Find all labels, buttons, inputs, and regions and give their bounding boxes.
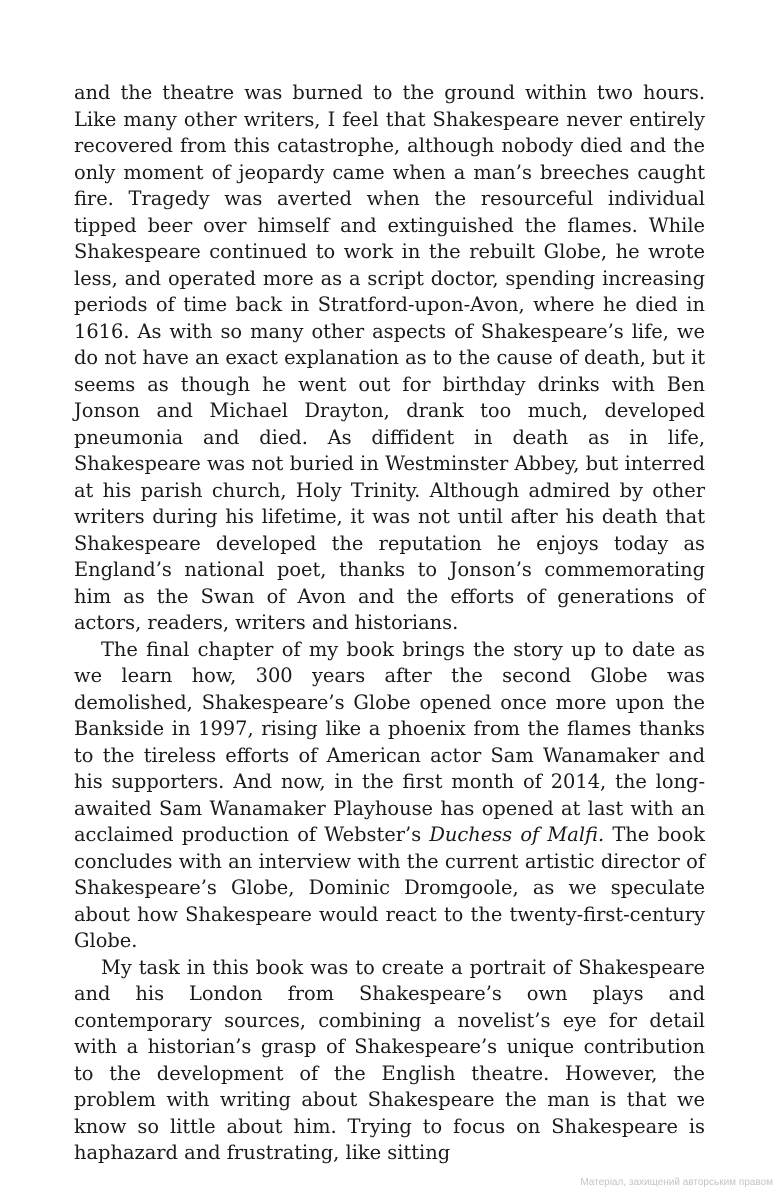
paragraph-2-text-end: The book concludes with an interview with the current artistic director of Shakespeare’s Globe, Dominic Dromgoole, as we speculate about how Shakespeare would react to the twenty-first-century Globe. — [74, 823, 706, 952]
paragraph-1 — [74, 80, 705, 637]
paragraph-3 — [74, 955, 705, 1167]
book-page-text — [74, 80, 705, 1167]
paragraph-1-text: and the theatre was burned to the ground within two hours. Like many other writers, I feel that Shakespeare never entirely recovered from this catastrophe, although nobody died and the only moment of jeopardy came when a man’s breeches caught fire. Tragedy was averted when the resourceful individual tipped beer over himself and extinguished the flames. While Shakespeare continued to work in the rebuilt Globe, he wrote less, and operated more as a script doctor, spending increasing periods of time back in Stratford-upon-Avon, where he died in 1616. As with so many other aspects of Shakespeare’s life, we do not have an exact explanation as to the cause of death, but it seems as though he went out for birthday drinks with Ben Jonson and Michael Drayton, drank too much, developed pneumonia and died. As diffident in death as in life, Shakespeare was not buried in Westminster Abbey, but interred at his parish church, Holy Trinity. Although admired by other writers during his lifetime, it was not until after his death that Shakespeare developed the reputation he enjoys today as England’s national poet, thanks to Jonson’s commemorating him as the Swan of Avon and the efforts of generations of actors, readers, writers and historians. — [74, 81, 705, 634]
paragraph-2 — [74, 637, 705, 955]
paragraph-3-text: My task in this book was to create a portrait of Shakespeare and his London from Shakespeare’s own plays and contemporary sources, combining a novelist’s eye for detail with a historian’s grasp of Shakespeare’s unique contribution to the development of the English theatre. However, the problem with writing about Shakespeare the man is that we know so little about him. Trying to focus on Shakespeare is haphazard and frustrating, like sitting — [74, 955, 705, 1164]
paragraph-2-text-start: The final chapter of my book brings the story up to date as we learn how, 300 years after the second Globe was demolished, Shakespeare’s Globe opened once more upon the Bankside in 1997, rising like a phoenix from the flames thanks to the tireless efforts of American actor Sam Wanamaker and his supporters. And now, in the first month of 2014, the long-awaited Sam Wanamaker Playhouse has opened at last with an acclaimed production of Webster’s — [74, 637, 705, 846]
copyright-watermark: Матеріал, захищений авторським правом — [580, 1177, 773, 1188]
book-title-duchess-of-malfi: Duchess of Malfi. — [429, 823, 605, 846]
